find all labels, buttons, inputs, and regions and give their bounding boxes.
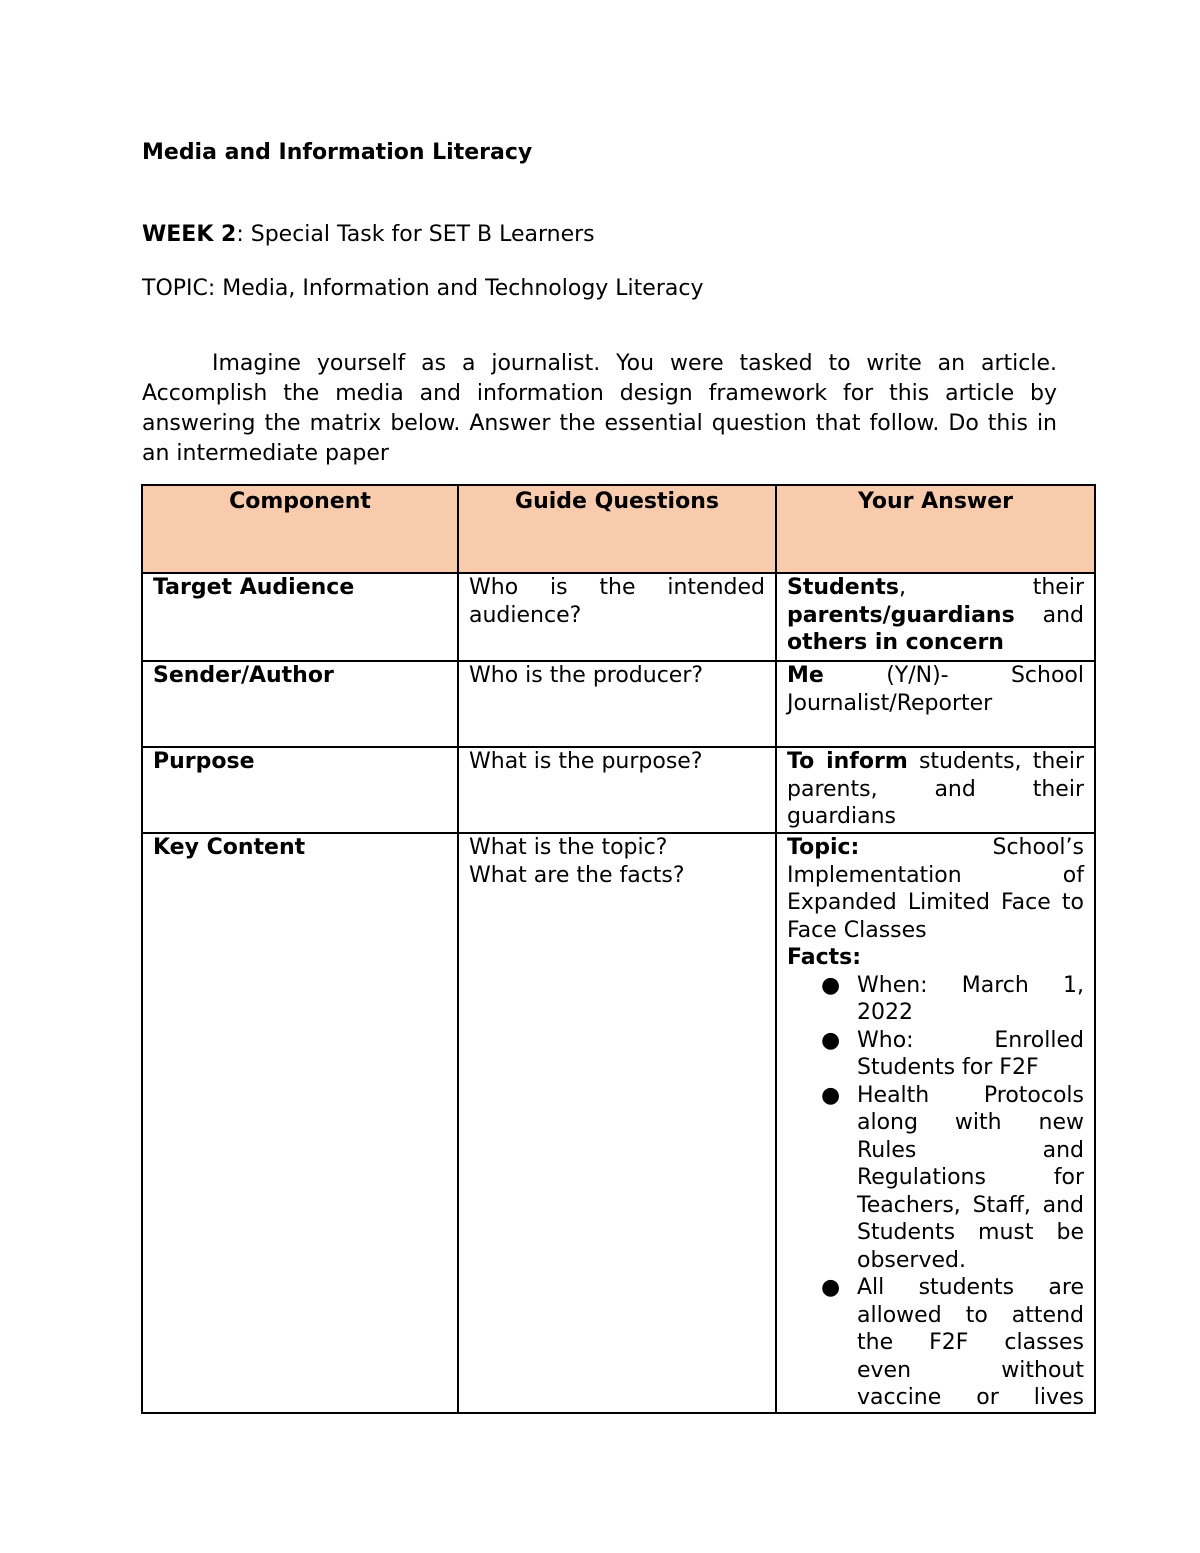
topic-label: Topic: xyxy=(787,835,860,860)
table-row xyxy=(142,661,1095,747)
question-cell xyxy=(458,833,776,1413)
facts-label xyxy=(787,944,1084,972)
table-header-row xyxy=(142,485,1095,573)
table-row xyxy=(142,573,1095,661)
topic-text: School’s Implementation of Expanded Limited Face to Face Classes xyxy=(787,835,1084,943)
document-title: Media and Information Literacy xyxy=(142,140,533,165)
answer-bold: others in concern xyxy=(787,630,1004,655)
answer-bold: Students xyxy=(787,575,899,600)
topic-answer xyxy=(787,834,1084,944)
answer-line xyxy=(787,662,1084,690)
answer-paragraph xyxy=(787,748,1084,831)
header-your-answer: Your Answer xyxy=(776,485,1095,573)
fact-text: When: March 1, 2022 xyxy=(857,972,1084,1025)
component-label: Key Content xyxy=(153,835,306,860)
question-text: Who is the producer? xyxy=(469,663,704,688)
topic-line: TOPIC: Media, Information and Technology Literacy xyxy=(142,276,704,301)
answer-cell xyxy=(776,573,1095,661)
component-cell xyxy=(142,573,458,661)
question-cell xyxy=(458,747,776,833)
facts-label-text: Facts: xyxy=(787,945,862,970)
question-text: What are the facts? xyxy=(469,862,685,888)
answer-text: and xyxy=(1014,602,1084,628)
facts-list xyxy=(787,972,1084,1412)
answer-text: students, their parents, and their guardians xyxy=(787,749,1084,829)
header-guide-questions: Guide Questions xyxy=(458,485,776,573)
answer-line xyxy=(787,602,1084,630)
question-text: What is the topic? xyxy=(469,835,668,860)
list-item xyxy=(787,1274,1084,1412)
header-component: Component xyxy=(142,485,458,573)
question-text: What is the purpose? xyxy=(469,749,703,774)
instructions-text: Imagine yourself as a journalist. You were tasked to write an article. Accomplish the media and information design framework for this article by answering the matrix below. Answer the essential question that follow. Do this in an intermediate paper xyxy=(142,351,1057,466)
question-text: Who is the intended audience? xyxy=(469,575,765,628)
component-cell xyxy=(142,833,458,1413)
component-label: Sender/Author xyxy=(153,663,334,688)
answer-cell xyxy=(776,661,1095,747)
bullet-icon: ● xyxy=(821,972,841,998)
answer-cell xyxy=(776,833,1095,1413)
answer-bold: Me xyxy=(787,663,824,688)
answer-text: (Y/N)- School xyxy=(886,663,1084,688)
fact-text: Who: Enrolled Students for F2F xyxy=(857,1027,1084,1080)
component-label: Target Audience xyxy=(153,575,355,600)
week-line xyxy=(142,222,595,247)
fact-text: All students are allowed to attend the F2F classes even without vaccine or lives xyxy=(857,1275,1084,1410)
bullet-icon: ● xyxy=(821,1027,841,1053)
instructions-paragraph xyxy=(142,349,1057,469)
answer-line: Journalist/Reporter xyxy=(787,690,993,716)
component-label: Purpose xyxy=(153,749,255,774)
list-item xyxy=(787,1082,1084,1275)
list-item xyxy=(787,1027,1084,1082)
answer-bold: To inform xyxy=(787,749,908,774)
answer-bold: parents/guardians xyxy=(787,602,1015,628)
answer-line xyxy=(787,574,1084,602)
component-cell xyxy=(142,661,458,747)
answer-text: , their xyxy=(898,575,1084,600)
answer-cell xyxy=(776,747,1095,833)
fact-text: Health Protocols along with new Rules and Regulations for Teachers, Staff, and Students must be observed. xyxy=(857,1082,1084,1273)
question-cell xyxy=(458,661,776,747)
bullet-icon: ● xyxy=(821,1082,841,1108)
table-row xyxy=(142,833,1095,1413)
week-text: : Special Task for SET B Learners xyxy=(236,222,595,247)
bullet-icon: ● xyxy=(821,1275,841,1300)
component-cell xyxy=(142,747,458,833)
table-row xyxy=(142,747,1095,833)
week-label: WEEK 2 xyxy=(142,222,237,247)
question-cell xyxy=(458,573,776,661)
list-item xyxy=(787,972,1084,1027)
answer-line xyxy=(787,629,1084,657)
design-framework-table xyxy=(141,484,1096,1414)
